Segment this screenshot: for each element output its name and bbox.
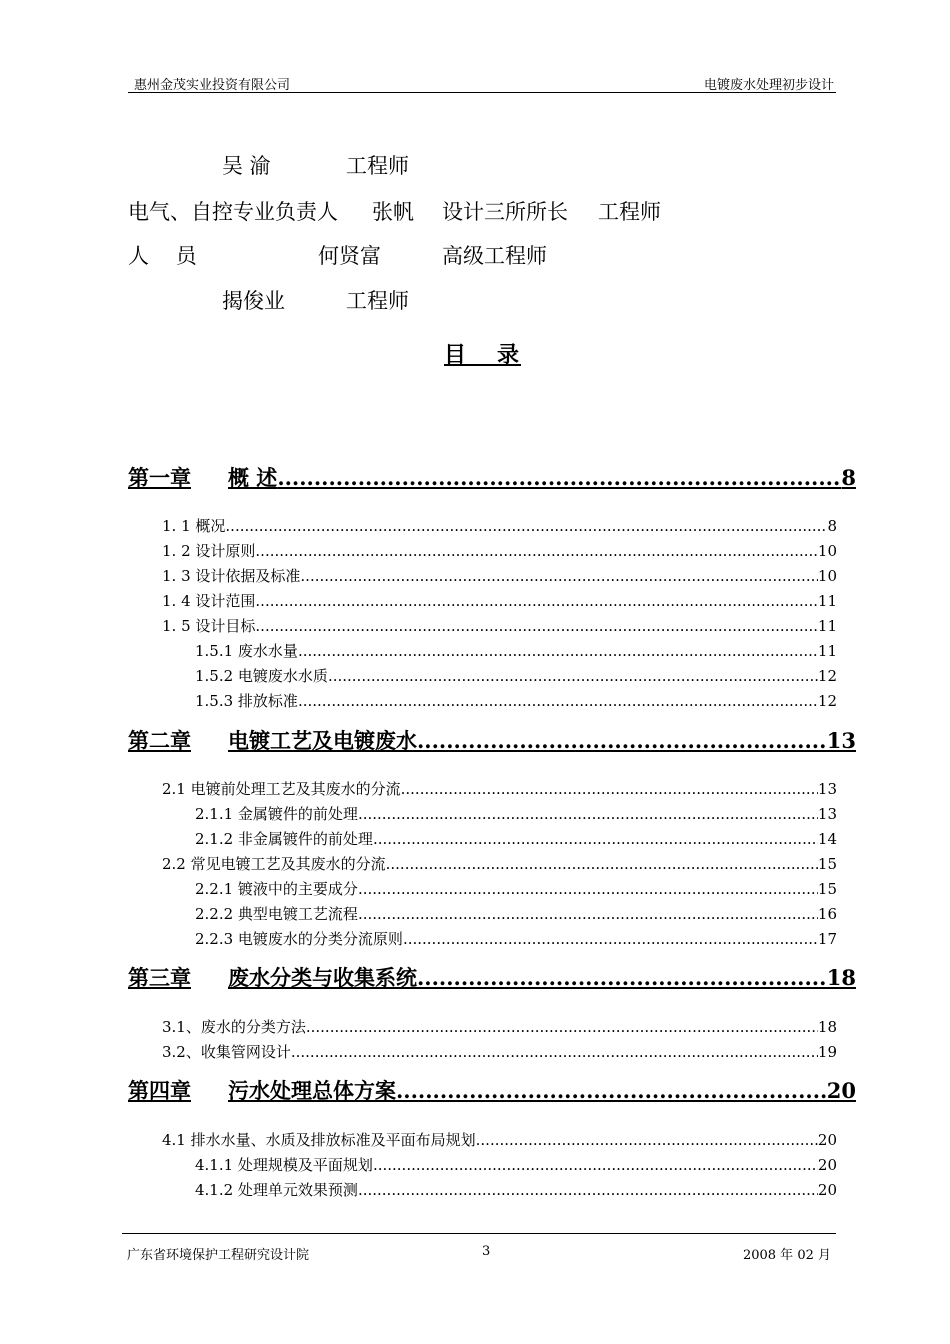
toc-chapter[interactable] [128, 962, 856, 992]
personnel-name: 何贤富 [318, 244, 381, 268]
personnel-title: 工程师 [346, 154, 409, 178]
toc-entry-text: 4.1.1 处理规模及平面规划 [195, 1156, 373, 1174]
toc-entry-text: 1. 4 设计范围 [162, 592, 256, 610]
personnel-title: 高级工程师 [442, 244, 547, 268]
toc-entry-page: 14 [817, 830, 837, 848]
leader-dots [225, 517, 827, 535]
personnel-role: 人 员 [128, 244, 197, 268]
toc-entry[interactable] [162, 615, 837, 636]
chapter-title: 概 述 [228, 465, 278, 490]
toc-entry[interactable] [162, 565, 837, 586]
toc-entry-page: 18 [817, 1018, 837, 1036]
leader-dots [476, 1131, 818, 1149]
toc-entry[interactable] [195, 665, 837, 686]
toc-entry[interactable] [195, 903, 837, 924]
toc-entry-page: 10 [817, 542, 837, 560]
footer-rule [122, 1233, 836, 1234]
header-rule [128, 92, 836, 93]
toc-chapter[interactable] [128, 462, 856, 492]
toc-entry-page: 11 [817, 642, 837, 660]
leader-dots [386, 855, 818, 873]
toc-entry-text: 3.2、收集管网设计 [162, 1043, 291, 1061]
leader-dots [306, 1018, 818, 1036]
toc-entry[interactable] [195, 1154, 837, 1175]
toc-entry-text: 2.2 常见电镀工艺及其废水的分流 [162, 855, 386, 873]
toc-entry-text: 2.2.3 电镀废水的分类分流原则 [195, 930, 403, 948]
toc-chapter[interactable] [128, 1075, 856, 1105]
leader-dots [255, 542, 818, 560]
header-doc-title: 电镀废水处理初步设计 [703, 78, 834, 93]
toc-entry-text: 1. 5 设计目标 [162, 617, 256, 635]
personnel-role: 电气、自控专业负责人 [128, 200, 338, 224]
chapter-number: 第一章 [128, 465, 191, 490]
toc-entry[interactable] [162, 1129, 837, 1150]
toc-entry[interactable] [195, 690, 837, 711]
toc-entry-text: 1.5.2 电镀废水水质 [195, 667, 328, 685]
footer-date: 2008 年 02 月 [742, 1248, 831, 1263]
chapter-page: 18 [826, 965, 856, 990]
leader-dots [373, 1156, 818, 1174]
toc-entry[interactable] [162, 540, 837, 561]
toc-entry-page: 16 [817, 905, 837, 923]
chapter-page: 20 [826, 1078, 856, 1103]
toc-entry-text: 1. 1 概况 [162, 517, 226, 535]
toc-entry[interactable] [162, 778, 837, 799]
personnel-title: 工程师 [346, 289, 409, 313]
toc-entry-page: 15 [817, 880, 837, 898]
personnel-org-title: 设计三所所长 [442, 200, 568, 224]
toc-entry-page: 13 [817, 805, 837, 823]
toc-entry-text: 1.5.3 排放标准 [195, 692, 298, 710]
footer-institute: 广东省环境保护工程研究设计院 [127, 1248, 310, 1263]
toc-entry-text: 2.1.1 金属镀件的前处理 [195, 805, 358, 823]
toc-entry[interactable] [162, 853, 837, 874]
leader-dots [358, 1181, 818, 1199]
toc-entry-page: 10 [817, 567, 837, 585]
toc-entry[interactable] [195, 828, 837, 849]
leader-dots [417, 728, 827, 753]
leader-dots [396, 1078, 827, 1103]
toc-entry-text: 2.1 电镀前处理工艺及其废水的分流 [162, 780, 401, 798]
leader-dots [328, 667, 818, 685]
leader-dots [373, 830, 818, 848]
toc-entry-page: 11 [817, 592, 837, 610]
leader-dots [255, 617, 818, 635]
toc-entry-text: 2.2.1 镀液中的主要成分 [195, 880, 358, 898]
toc-entry-text: 4.1.2 处理单元效果预测 [195, 1181, 358, 1199]
chapter-number: 第四章 [128, 1078, 191, 1103]
toc-entry-text: 1. 2 设计原则 [162, 542, 256, 560]
leader-dots [298, 642, 818, 660]
toc-entry-text: 1. 3 设计依据及标准 [162, 567, 301, 585]
chapter-title: 污水处理总体方案 [228, 1078, 396, 1103]
chapter-title: 电镀工艺及电镀废水 [228, 728, 417, 753]
toc-entry-page: 12 [817, 667, 837, 685]
page-number: 3 [482, 1244, 491, 1259]
chapter-page: 8 [841, 465, 856, 490]
leader-dots [401, 780, 818, 798]
toc-entry-page: 20 [817, 1181, 837, 1199]
chapter-page: 13 [826, 728, 856, 753]
toc-entry-page: 11 [817, 617, 837, 635]
toc-entry[interactable] [162, 1016, 837, 1037]
leader-dots [358, 805, 818, 823]
leader-dots [358, 880, 818, 898]
toc-entry-page: 13 [817, 780, 837, 798]
toc-entry-page: 20 [817, 1131, 837, 1149]
toc-entry[interactable] [195, 928, 837, 949]
toc-entry-page: 15 [817, 855, 837, 873]
chapter-title: 废水分类与收集系统 [228, 965, 417, 990]
personnel-name: 揭俊业 [222, 289, 285, 313]
toc-entry[interactable] [162, 515, 837, 536]
personnel-name: 吴 渝 [222, 154, 271, 178]
personnel-name: 张帆 [372, 200, 414, 224]
toc-entry-text: 2.1.2 非金属镀件的前处理 [195, 830, 373, 848]
toc-entry-page: 20 [817, 1156, 837, 1174]
toc-entry-page: 17 [817, 930, 837, 948]
leader-dots [358, 905, 818, 923]
toc-entry-text: 4.1 排水水量、水质及排放标准及平面布局规划 [162, 1131, 476, 1149]
leader-dots [417, 965, 827, 990]
chapter-number: 第三章 [128, 965, 191, 990]
toc-entry-page: 8 [827, 517, 837, 535]
leader-dots [298, 692, 818, 710]
leader-dots [300, 567, 818, 585]
leader-dots [255, 592, 818, 610]
toc-entry-text: 1.5.1 废水水量 [195, 642, 298, 660]
toc-entry[interactable] [162, 590, 837, 611]
toc-entry-text: 2.2.2 典型电镀工艺流程 [195, 905, 358, 923]
chapter-number: 第二章 [128, 728, 191, 753]
leader-dots [403, 930, 818, 948]
toc-entry[interactable] [195, 640, 837, 661]
toc-entry[interactable] [195, 1179, 837, 1200]
header-company: 惠州金茂实业投资有限公司 [134, 78, 291, 93]
toc-title: 目 录 [444, 342, 521, 368]
leader-dots [277, 465, 841, 490]
personnel-title: 工程师 [598, 200, 661, 224]
toc-entry[interactable] [195, 878, 837, 899]
toc-entry[interactable] [195, 803, 837, 824]
toc-entry-page: 19 [817, 1043, 837, 1061]
toc-entry[interactable] [162, 1041, 837, 1062]
toc-entry-page: 12 [817, 692, 837, 710]
leader-dots [291, 1043, 818, 1061]
toc-entry-text: 3.1、废水的分类方法 [162, 1018, 306, 1036]
toc-chapter[interactable] [128, 725, 856, 755]
